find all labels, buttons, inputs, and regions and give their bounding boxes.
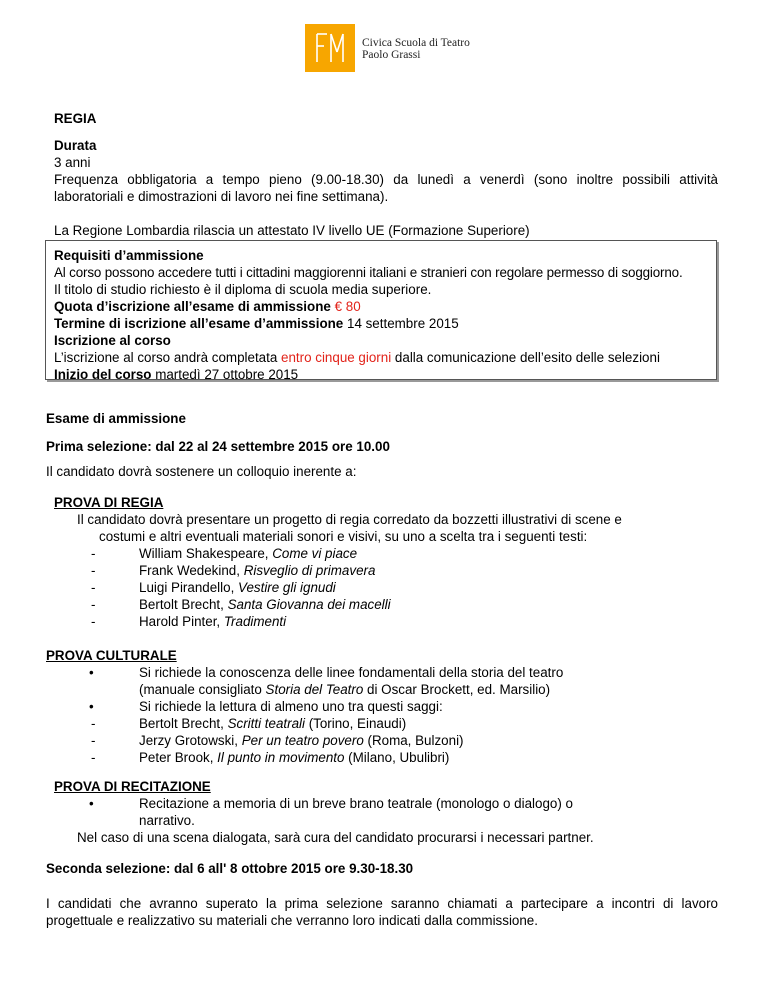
list-dash: - (91, 563, 96, 578)
list-dash: - (91, 614, 96, 629)
recitazione-note: Nel caso di una scena dialogata, sarà cura del candidato procurarsi i necessari partner. (77, 830, 594, 845)
fee-row (54, 298, 724, 315)
recitazione-heading: PROVA DI RECITAZIONE (54, 779, 211, 794)
list-dash: - (91, 546, 96, 561)
page-title: REGIA (54, 111, 97, 126)
enrollment-pre: L’iscrizione al corso andrà completata (54, 350, 282, 365)
deadline-row (54, 315, 724, 332)
author: Peter Brook, (139, 750, 218, 765)
start-label: Inizio del corso (54, 367, 152, 382)
exam-intro: Il candidato dovrà sostenere un colloquio inerente a: (46, 464, 357, 479)
logo-fm-icon (305, 24, 355, 72)
recitazione-item-line2: narrativo. (139, 813, 195, 828)
culturale-item1-line1: Si richiede la conoscenza delle linee fondamentali della storia del teatro (139, 665, 564, 680)
list-dash: - (91, 597, 96, 612)
second-selection-text: I candidati che avranno superato la prima selezione saranno chiamati a partecipare a incontri di lavoro progettuale e realizzativo su materiali che verranno loro indicati dalla commissione. (46, 896, 718, 928)
list-item (0, 596, 768, 613)
list-dash: - (91, 716, 96, 731)
list-item (0, 715, 768, 732)
author: Harold Pinter, (139, 614, 224, 629)
regia-heading: PROVA DI REGIA (54, 495, 164, 510)
work-title: Il punto in movimento (217, 750, 345, 765)
fee-value: € 80 (334, 299, 361, 314)
culturale-item2: Si richiede la lettura di almeno uno tra questi saggi: (139, 699, 443, 714)
work-title: Per un teatro povero (241, 733, 364, 748)
work-title: Come vi piace (272, 546, 358, 561)
author: Bertolt Brecht, (139, 597, 228, 612)
second-selection: Seconda selezione: dal 6 all' 8 ottobre 2015 ore 9.30-18.30 (46, 861, 414, 876)
culturale-list (0, 664, 768, 766)
work-title: Vestire gli ignudi (238, 580, 336, 595)
requirements-content (54, 247, 724, 383)
start-value: martedì 27 ottobre 2015 (155, 367, 299, 382)
requirements-line1: Al corso possono accedere tutti i cittadini maggiorenni italiani e stranieri con regolare permesso di soggiorno. (54, 265, 683, 280)
enrollment-post: dalla comunicazione dell’esito delle selezioni (391, 350, 660, 365)
culturale-heading: PROVA CULTURALE (46, 648, 177, 663)
certification-text: La Regione Lombardia rilascia un attestato IV livello UE (Formazione Superiore) (54, 223, 530, 238)
exam-heading: Esame di ammissione (46, 411, 186, 426)
culturale-item1-post: di Oscar Brockett, ed. Marsilio) (363, 682, 551, 697)
deadline-label: Termine di iscrizione all’esame d’ammissione (54, 316, 344, 331)
author: William Shakespeare, (139, 546, 273, 561)
work-title: Scritti teatrali (227, 716, 305, 731)
frequency-text: Frequenza obbligatoria a tempo pieno (9.00-18.30) da lunedì a venerdì (sono inoltre possibili attività laboratoriali e dimostrazioni di lavoro nei fine settimana). (54, 172, 718, 204)
author: Luigi Pirandello, (139, 580, 239, 595)
requirements-line2: Il titolo di studio richiesto è il diploma di scuola media superiore. (54, 282, 432, 297)
school-name (362, 37, 470, 61)
fee-label: Quota d’iscrizione all’esame di ammissione (54, 299, 331, 314)
list-item (0, 664, 768, 681)
recitazione-list (0, 795, 768, 829)
bullet-icon: • (89, 665, 94, 680)
enrollment-row (54, 349, 724, 366)
work-title: Risveglio di primavera (243, 563, 376, 578)
school-name-line2: Paolo Grassi (362, 49, 421, 61)
regia-text-line2: costumi e altri eventuali materiali sonori e visivi, su uno a scelta tra i seguenti testi: (99, 529, 588, 544)
enrollment-heading: Iscrizione al corso (54, 333, 171, 348)
bullet-icon: • (89, 796, 94, 811)
start-row (54, 366, 724, 383)
author: Bertolt Brecht, (139, 716, 228, 731)
list-item (0, 681, 768, 698)
list-dash: - (91, 733, 96, 748)
list-item (0, 732, 768, 749)
work-title: Tradimenti (223, 614, 287, 629)
bullet-icon: • (89, 699, 94, 714)
list-item (0, 545, 768, 562)
author: Jerzy Grotowski, (139, 733, 242, 748)
publisher: (Roma, Bulzoni) (363, 733, 464, 748)
list-item (0, 579, 768, 596)
duration-heading: Durata (54, 138, 97, 153)
recitazione-item-line1: Recitazione a memoria di un breve brano teatrale (monologo o dialogo) o (139, 796, 573, 811)
list-dash: - (91, 750, 96, 765)
work-title: Santa Giovanna dei macelli (227, 597, 391, 612)
regia-texts-list (0, 545, 768, 630)
publisher: (Torino, Einaudi) (304, 716, 407, 731)
enrollment-highlight: entro cinque giorni (281, 350, 392, 365)
duration-value: 3 anni (54, 155, 91, 170)
list-item (0, 749, 768, 766)
list-dash: - (91, 580, 96, 595)
list-item (0, 613, 768, 630)
list-item (0, 698, 768, 715)
work-title: Storia del Teatro (265, 682, 364, 697)
first-selection: Prima selezione: dal 22 al 24 settembre 2015 ore 10.00 (46, 439, 390, 454)
school-name-line1: Civica Scuola di Teatro (362, 37, 470, 49)
deadline-value: 14 settembre 2015 (347, 316, 459, 331)
regia-text-line1: Il candidato dovrà presentare un progetto di regia corredato da bozzetti illustrativi di scene e (77, 512, 622, 527)
culturale-item1-pre: (manuale consigliato (139, 682, 266, 697)
list-item (0, 795, 768, 812)
author: Frank Wedekind, (139, 563, 244, 578)
requirements-heading: Requisiti d’ammissione (54, 248, 204, 263)
school-logo-mark (305, 24, 355, 72)
list-item (0, 812, 768, 829)
list-item (0, 562, 768, 579)
publisher: (Milano, Ubulibri) (344, 750, 450, 765)
